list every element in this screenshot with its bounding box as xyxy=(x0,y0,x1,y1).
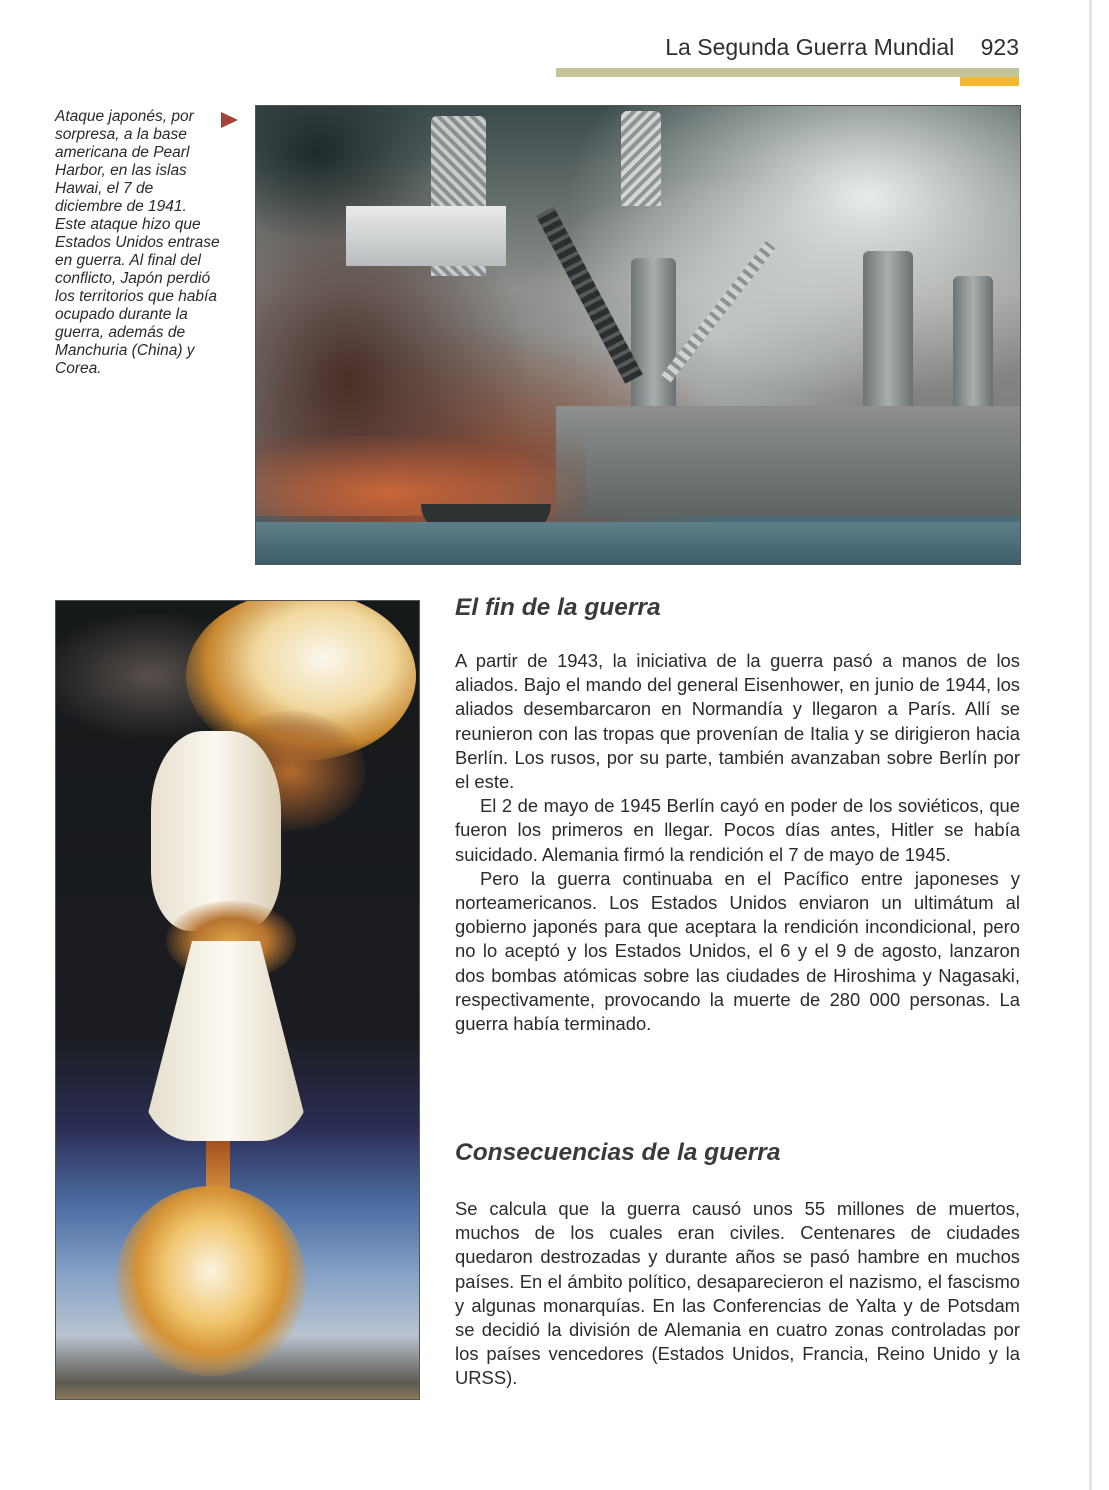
section-consequences xyxy=(455,1139,1020,1391)
paragraph: Pero la guerra continuaba en el Pacífico entre japoneses y norteamericanos. Los Estados Unidos enviaron un ultimátum al gobierno japonés para que aceptara la rendición incondicional, pero no lo aceptó y los Estados Unidos, el 6 y el 9 de agosto, lanzaron dos bombas atómicas sobre las ciudades de Hiroshima y Nagasaki, respectivamente, provocando la muerte de 280 000 personas. La guerra había terminado. xyxy=(455,867,1020,1035)
running-header xyxy=(665,34,1019,61)
header-accent-bar xyxy=(960,77,1019,86)
fireball xyxy=(116,1186,306,1376)
cloud-bell xyxy=(141,941,311,1141)
photo-caption: Ataque japonés, por sorpresa, a la base americana de Pearl Harbor, en las islas Hawai, el 7 de diciembre de 1941. Este ataque hizo que Estados Unidos entrase en guerra. Al final del conflicto, Japón perdió los territorios que había ocupado durante la guerra, además de Manchuria (China) y Corea. xyxy=(55,108,220,377)
page-number: 923 xyxy=(980,34,1019,60)
pearl-harbor-photo xyxy=(255,105,1021,565)
paragraph: A partir de 1943, la iniciativa de la guerra pasó a manos de los aliados. Bajo el mando del general Eisenhower, en junio de 1944, los aliados desembarcaron en Normandía y llegaron a París. Allí se reunieron con las tropas que provenían de Italia y se dirigieron hacia Berlín. Los rusos, por su parte, también avanzaban sobre Berlín por el este. xyxy=(455,650,1020,793)
ship-funnel xyxy=(863,251,913,421)
header-rule xyxy=(556,68,1019,77)
paragraph: Se calcula que la guerra causó unos 55 millones de muertos, muchos de los cuales eran civiles. Centenares de ciudades quedaron destrozadas y durante años se pasó hambre en muchos países. En el ámbito político, desaparecieron el nazismo, el fascismo y algunas monarquías. En las Conferencias de Yalta y de Potsdam se decidió la división de Alemania en cuatro zonas controladas por los países vencedores (Estados Unidos, Francia, Reino Unido y la URSS). xyxy=(455,1198,1020,1389)
ship-crane xyxy=(661,241,775,382)
atomic-bomb-photo xyxy=(55,600,420,1400)
ship-hull xyxy=(556,406,1020,516)
chapter-title: La Segunda Guerra Mundial xyxy=(665,34,955,60)
triangle-right-icon xyxy=(221,112,238,128)
ship-funnel xyxy=(631,258,676,418)
ship-mast xyxy=(621,111,661,206)
section-end-of-war xyxy=(455,594,1020,1036)
paragraph: El 2 de mayo de 1945 Berlín cayó en poder de los soviéticos, que fueron los primeros en llegar. Pocos días antes, Hitler se había suicidado. Alemania firmó la rendición el 7 de mayo de 1945. xyxy=(455,795,1020,865)
section-title: Consecuencias de la guerra xyxy=(455,1139,781,1166)
ship-bridge xyxy=(346,206,506,266)
harbor-water xyxy=(256,522,1020,564)
section-title: El fin de la guerra xyxy=(455,594,661,621)
ship-funnel xyxy=(953,276,993,426)
ship-crane xyxy=(536,207,643,384)
page-edge-shadow xyxy=(1089,0,1092,1490)
